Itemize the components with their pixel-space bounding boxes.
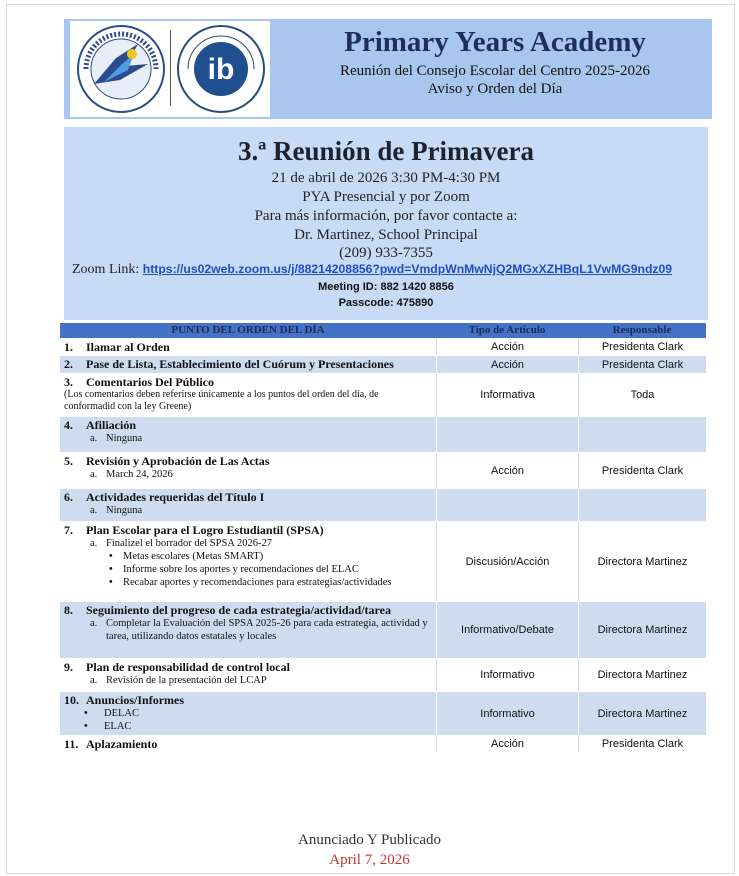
meeting-location: PYA Presencial y por Zoom [302,189,470,205]
item-owner: Directora Martinez [578,522,706,601]
posted-date: April 7, 2026 [329,852,410,868]
item-type: Acción [436,453,578,488]
item-title: Revisión y Aprobación de Las Actas [86,454,270,468]
item-title: Anuncios/Informes [86,693,185,707]
item-owner: Directora Martinez [578,692,706,735]
header-owner: Responsable [612,324,672,336]
item-title: Actividades requeridas del Título I [86,490,265,504]
item-number: 10. [64,693,79,707]
item-title: Seguimiento del progreso de cada estrategia/actividad/tarea [86,603,391,617]
item-type: Informativo/Debate [436,602,578,658]
item-subpoint: Completar la Evaluación del SPSA 2025-26 para cada estrategia, actividad y tarea, utilizando datos estatales y locales [106,618,428,642]
posted-label: Anunciado Y Publicado [297,832,442,848]
item-title: Plan de responsabilidad de control local [86,660,290,674]
item-bullet: Metas escolares (Metas SMART) [123,551,264,562]
header-item: PUNTO DEL ORDEN DEL DÍA [171,324,325,336]
item-title: Plan Escolar para el Logro Estudiantil (SPSA) [86,523,324,537]
item-type: Acción [436,339,578,355]
table-row: 7. Plan Escolar para el Logro Estudiantil (SPSA) a. Finalizel el borrador del SPSA 2026-27 • Metas escolares (Metas SMART) • Informe sobre los aportes y recomendaciones del ELAC • Recabar aportes y recomendaciones para estrategias/actividades Discusión/Acción Directora Martinez [60,521,706,601]
item-type [436,489,578,521]
item-subpoint: Ninguna [106,505,143,516]
contact-phone: (209) 933-7355 [339,245,433,261]
item-type: Discusión/Acción [436,522,578,601]
school-name: Primary Years Academy [344,26,646,58]
item-type: Acción [436,356,578,373]
table-row [60,338,706,355]
item-owner: Presidenta Clark [578,339,706,355]
item-owner: Presidenta Clark [578,453,706,488]
item-owner: Toda [578,374,706,416]
meeting-datetime: 21 de abril de 2026 3:30 PM-4:30 PM [271,170,501,186]
notice-line: Aviso y Orden del Día [427,81,563,97]
item-number: 9. [64,660,73,674]
item-type: Informativo [436,692,578,735]
zoom-line [72,262,712,278]
item-bullet: ELAC [104,721,132,732]
meeting-id: Meeting ID: 882 1420 8856 [318,281,454,293]
header-subtitle [290,62,700,98]
ib-mark: ib [207,53,235,86]
item-bullet: Informe sobre los aportes y recomendaciones del ELAC [123,564,359,575]
zoom-link[interactable]: https://us02web.zoom.us/j/88214208856?pwd=VmdpWnMwNjQ2MGxXZHBqL1VwMG9ndz09 [142,262,673,276]
item-type: Informativo [436,659,578,691]
table-row: 8. Seguimiento del progreso de cada estrategia/actividad/tarea a. Completar la Evaluación del SPSA 2025-26 para cada estrategia, actividad y tarea, utilizando datos estatales y locales Informativo/Debate Directora Martinez [60,601,706,658]
item-subpoint: March 24, 2026 [106,469,173,480]
school-logo [76,24,166,114]
item-bullet: Recabar aportes y recomendaciones para estrategias/actividades [123,577,392,588]
item-number: 11. [64,737,79,751]
item-subpoint: Ninguna [106,433,143,444]
table-row: 5. Revisión y Aprobación de Las Actas a. March 24, 2026 Acción Presidenta Clark [60,452,706,488]
item-number: 5. [64,454,73,468]
item-number: 7. [64,523,73,537]
ib-logo [176,24,266,114]
agenda-table [60,323,706,752]
meeting-title: 3.ª Reunión de Primavera [237,136,535,166]
item-title: Comentarios Del Público [86,375,214,389]
logo-divider [170,30,171,106]
table-row [60,373,706,416]
table-header [60,323,706,338]
item-subpoint: Revisión de la presentación del LCAP [106,675,267,686]
item-number: 4. [64,418,73,432]
item-type: Informativa [436,374,578,416]
item-subpoint: Finalizel el borrador del SPSA 2026-27 [106,538,272,549]
item-title: Pase de Lista, Establecimiento del Cuórum y Presentaciones [86,357,394,371]
zoom-label: Zoom Link: [72,262,140,277]
passcode: Passcode: 475890 [338,297,434,309]
item-owner: Directora Martinez [578,659,706,691]
item-number: 2. [64,357,73,371]
item-owner: Presidenta Clark [578,736,706,752]
council-line: Reunión del Consejo Escolar del Centro 2025-2026 [340,63,650,79]
item-title: Aplazamiento [86,737,158,751]
item-number: 6. [64,490,73,504]
table-row: 10. Anuncios/Informes • DELAC • ELAC Informativo Directora Martinez [60,691,706,735]
item-owner [578,417,706,452]
table-row: 9. Plan de responsabilidad de control local a. Revisión de la presentación del LCAP Informativo Directora Martinez [60,658,706,691]
contact-name: Dr. Martinez, School Principal [294,227,478,243]
item-number: 8. [64,603,73,617]
table-row [60,735,706,752]
item-type: Acción [436,736,578,752]
item-title: Ilamar al Orden [86,340,170,354]
item-owner: Directora Martinez [578,602,706,658]
contact-intro: Para más información, por favor contacte a: [254,208,518,224]
table-row: 4. Afiliación a. Ninguna [60,416,706,452]
item-owner [578,489,706,521]
table-row [60,355,706,373]
item-bullet: DELAC [104,708,139,719]
item-number: 1. [64,340,73,354]
table-row: 6. Actividades requeridas del Título I a. Ninguna [60,488,706,521]
item-note: (Los comentarios deben referirse únicamente a los puntos del orden del día, de conformadid con la ley Greene) [64,389,379,412]
header-type: Tipo de Artículo [468,324,546,336]
item-owner: Presidenta Clark [578,356,706,373]
item-type [436,417,578,452]
item-title: Afiliación [86,418,136,432]
item-number: 3. [64,375,73,389]
